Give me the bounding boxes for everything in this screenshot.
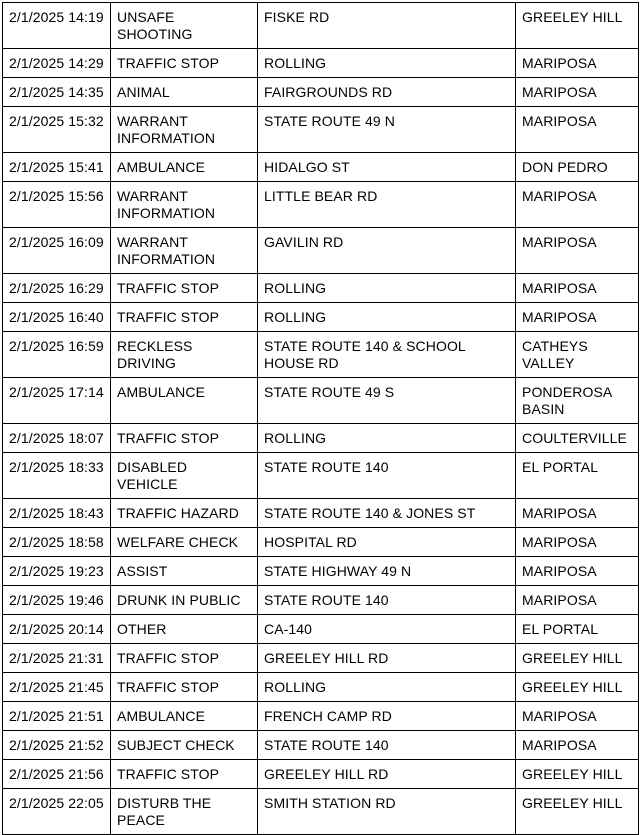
- location-cell: GREELEY HILL RD: [258, 644, 516, 673]
- call-type-cell: DISABLED VEHICLE: [111, 453, 258, 499]
- table-row: [3, 49, 639, 78]
- datetime-cell: 2/1/2025 18:07: [3, 424, 111, 453]
- table-row: [3, 499, 639, 528]
- datetime-cell: 2/1/2025 14:35: [3, 78, 111, 107]
- call-type-cell: WARRANT INFORMATION: [111, 107, 258, 153]
- city-cell: COULTERVILLE: [516, 424, 639, 453]
- city-cell: GREELEY HILL: [516, 3, 639, 49]
- table-row: [3, 303, 639, 332]
- city-cell: GREELEY HILL: [516, 673, 639, 702]
- call-type-cell: AMBULANCE: [111, 153, 258, 182]
- table-row: [3, 332, 639, 378]
- location-cell: FISKE RD: [258, 3, 516, 49]
- call-type-cell: UNSAFE SHOOTING: [111, 3, 258, 49]
- call-type-cell: TRAFFIC STOP: [111, 424, 258, 453]
- city-cell: MARIPOSA: [516, 528, 639, 557]
- call-type-cell: DISTURB THE PEACE: [111, 789, 258, 835]
- datetime-cell: 2/1/2025 21:31: [3, 644, 111, 673]
- datetime-cell: 2/1/2025 19:23: [3, 557, 111, 586]
- table-row: [3, 586, 639, 615]
- city-cell: MARIPOSA: [516, 557, 639, 586]
- datetime-cell: 2/1/2025 18:33: [3, 453, 111, 499]
- call-type-cell: AMBULANCE: [111, 702, 258, 731]
- call-type-cell: TRAFFIC STOP: [111, 644, 258, 673]
- datetime-cell: 2/1/2025 20:14: [3, 615, 111, 644]
- datetime-cell: 2/1/2025 16:40: [3, 303, 111, 332]
- call-type-cell: TRAFFIC STOP: [111, 274, 258, 303]
- city-cell: EL PORTAL: [516, 615, 639, 644]
- call-type-cell: AMBULANCE: [111, 378, 258, 424]
- table-row: [3, 424, 639, 453]
- table-row: [3, 644, 639, 673]
- city-cell: GREELEY HILL: [516, 789, 639, 835]
- call-type-cell: ANIMAL: [111, 78, 258, 107]
- city-cell: PONDEROSA BASIN: [516, 378, 639, 424]
- city-cell: DON PEDRO: [516, 153, 639, 182]
- table-row: [3, 3, 639, 49]
- location-cell: LITTLE BEAR RD: [258, 182, 516, 228]
- location-cell: STATE ROUTE 140 & SCHOOL HOUSE RD: [258, 332, 516, 378]
- location-cell: ROLLING: [258, 424, 516, 453]
- city-cell: MARIPOSA: [516, 499, 639, 528]
- call-type-cell: OTHER: [111, 615, 258, 644]
- table-row: [3, 453, 639, 499]
- datetime-cell: 2/1/2025 21:51: [3, 702, 111, 731]
- table-row: [3, 182, 639, 228]
- location-cell: ROLLING: [258, 303, 516, 332]
- location-cell: STATE ROUTE 140: [258, 586, 516, 615]
- city-cell: CATHEYS VALLEY: [516, 332, 639, 378]
- call-type-cell: WARRANT INFORMATION: [111, 228, 258, 274]
- table-row: [3, 615, 639, 644]
- location-cell: GREELEY HILL RD: [258, 760, 516, 789]
- table-row: [3, 153, 639, 182]
- table-row: [3, 274, 639, 303]
- location-cell: ROLLING: [258, 274, 516, 303]
- city-cell: EL PORTAL: [516, 453, 639, 499]
- city-cell: MARIPOSA: [516, 731, 639, 760]
- datetime-cell: 2/1/2025 17:14: [3, 378, 111, 424]
- call-type-cell: TRAFFIC STOP: [111, 673, 258, 702]
- datetime-cell: 2/1/2025 21:45: [3, 673, 111, 702]
- datetime-cell: 2/1/2025 16:09: [3, 228, 111, 274]
- location-cell: STATE ROUTE 140: [258, 731, 516, 760]
- location-cell: ROLLING: [258, 49, 516, 78]
- location-cell: ROLLING: [258, 673, 516, 702]
- city-cell: MARIPOSA: [516, 107, 639, 153]
- call-type-cell: WARRANT INFORMATION: [111, 182, 258, 228]
- call-log-table: [2, 2, 639, 835]
- table-row: [3, 378, 639, 424]
- location-cell: STATE ROUTE 140 & JONES ST: [258, 499, 516, 528]
- datetime-cell: 2/1/2025 21:56: [3, 760, 111, 789]
- table-row: [3, 557, 639, 586]
- city-cell: MARIPOSA: [516, 586, 639, 615]
- call-type-cell: TRAFFIC STOP: [111, 49, 258, 78]
- location-cell: STATE ROUTE 49 N: [258, 107, 516, 153]
- city-cell: GREELEY HILL: [516, 760, 639, 789]
- datetime-cell: 2/1/2025 15:56: [3, 182, 111, 228]
- city-cell: MARIPOSA: [516, 182, 639, 228]
- city-cell: MARIPOSA: [516, 228, 639, 274]
- datetime-cell: 2/1/2025 18:43: [3, 499, 111, 528]
- city-cell: MARIPOSA: [516, 303, 639, 332]
- table-row: [3, 702, 639, 731]
- table-row: [3, 78, 639, 107]
- city-cell: GREELEY HILL: [516, 644, 639, 673]
- location-cell: GAVILIN RD: [258, 228, 516, 274]
- datetime-cell: 2/1/2025 16:59: [3, 332, 111, 378]
- city-cell: MARIPOSA: [516, 274, 639, 303]
- datetime-cell: 2/1/2025 18:58: [3, 528, 111, 557]
- call-type-cell: RECKLESS DRIVING: [111, 332, 258, 378]
- table-row: [3, 673, 639, 702]
- call-type-cell: WELFARE CHECK: [111, 528, 258, 557]
- call-type-cell: TRAFFIC HAZARD: [111, 499, 258, 528]
- call-type-cell: TRAFFIC STOP: [111, 760, 258, 789]
- table-row: [3, 731, 639, 760]
- location-cell: STATE HIGHWAY 49 N: [258, 557, 516, 586]
- location-cell: FAIRGROUNDS RD: [258, 78, 516, 107]
- city-cell: MARIPOSA: [516, 78, 639, 107]
- location-cell: CA-140: [258, 615, 516, 644]
- datetime-cell: 2/1/2025 15:32: [3, 107, 111, 153]
- location-cell: HIDALGO ST: [258, 153, 516, 182]
- table-row: [3, 760, 639, 789]
- city-cell: MARIPOSA: [516, 702, 639, 731]
- datetime-cell: 2/1/2025 22:05: [3, 789, 111, 835]
- call-type-cell: DRUNK IN PUBLIC: [111, 586, 258, 615]
- table-row: [3, 789, 639, 835]
- datetime-cell: 2/1/2025 14:19: [3, 3, 111, 49]
- call-type-cell: ASSIST: [111, 557, 258, 586]
- location-cell: STATE ROUTE 49 S: [258, 378, 516, 424]
- location-cell: HOSPITAL RD: [258, 528, 516, 557]
- table-row: [3, 107, 639, 153]
- call-type-cell: SUBJECT CHECK: [111, 731, 258, 760]
- datetime-cell: 2/1/2025 19:46: [3, 586, 111, 615]
- location-cell: STATE ROUTE 140: [258, 453, 516, 499]
- location-cell: SMITH STATION RD: [258, 789, 516, 835]
- city-cell: MARIPOSA: [516, 49, 639, 78]
- datetime-cell: 2/1/2025 21:52: [3, 731, 111, 760]
- datetime-cell: 2/1/2025 15:41: [3, 153, 111, 182]
- table-row: [3, 528, 639, 557]
- datetime-cell: 2/1/2025 16:29: [3, 274, 111, 303]
- location-cell: FRENCH CAMP RD: [258, 702, 516, 731]
- datetime-cell: 2/1/2025 14:29: [3, 49, 111, 78]
- call-type-cell: TRAFFIC STOP: [111, 303, 258, 332]
- table-row: [3, 228, 639, 274]
